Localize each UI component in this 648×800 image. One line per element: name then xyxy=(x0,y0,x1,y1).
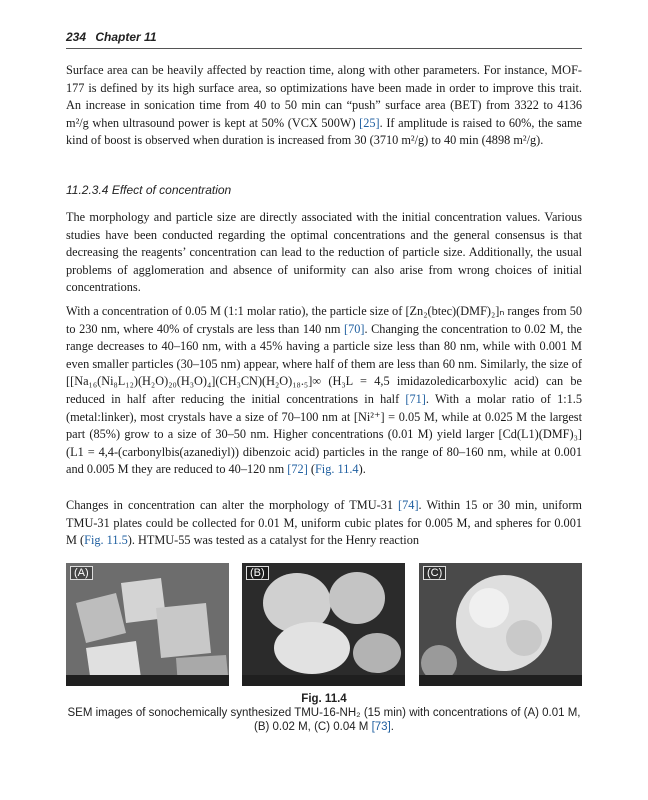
panel-label-a: (A) xyxy=(70,566,93,580)
citation-25[interactable]: [25] xyxy=(359,115,380,130)
caption-title: Fig. 11.4 xyxy=(301,693,347,705)
figure-caption xyxy=(66,692,582,734)
panel-label-c: (C) xyxy=(423,566,446,580)
citation-71[interactable]: [71] xyxy=(405,391,426,406)
citation-73[interactable]: [73] xyxy=(371,721,391,733)
running-header xyxy=(66,30,582,44)
sem-image-a xyxy=(66,563,229,686)
panel-label-b: (B) xyxy=(246,566,269,580)
page-number: 234 xyxy=(66,30,87,44)
paragraph-surface-area: Surface area can be heavily affected by reaction time, along with other parameters. For instance, MOF-177 is defined by its high surface area, so optimizations have been made in order to improve this trait. An increase in sonication time from 40 to 50 min can “push” surface area (BET) from 3322 to 4136 m²/g when ultrasound power is kept at 50% (VCX 500W) [25]. If amplitude is raised to 60%, the same kind of boost is observed when duration is increased from 30 (3710 m²/g) to 40 min (4898 m²/g). xyxy=(66,63,582,148)
paragraph-particle-size: With a concentration of 0.05 M (1:1 molar ratio), the particle size of [Zn₂(btec)(DMF)₂]ₙ ranges from 50 to 230 nm, where 40% of crystals are less than 140 nm [70]. Changing the concentration to 0.02 M, the range decreases to 40–160 nm, with a 45% having a particle size less than 80 nm, while with 0.001 M even smaller particles (30–105 nm) appear, where half of them are less than 60 nm. Similarly, the size of [[Na₁₆(Ni₈L₁₂)(H₂O)₂₀(H₃O)₄](CH₃CN)(H₂O)₁₈.₅]∞ (H₃L = 4,5 imidazoledicarboxylic acid) can be reduced in half after reducing the initial concentrations in half [71]. With a molar ratio of 1:1.5 (metal:linker), most crystals have a size of 70–100 nm at [Ni²⁺] = 0.05 M, while at 0.025 M the largest part (85%) grow to a size of 30–50 nm. Higher concentrations (0.01 M) yield larger [Cd(L1)(DMF)₃] (L1 = 4,4-(carbonylbis(azanediyl)) dibenzoic acid) particles in the range of 80–160 nm, while at 0.001 and 0.005 M they are reduced to 40–120 nm [72] (Fig. 11.4). xyxy=(66,304,583,477)
sem-panel-a xyxy=(66,563,229,686)
citation-70[interactable]: [70] xyxy=(344,321,365,336)
sem-panel-c xyxy=(419,563,582,686)
citation-74[interactable]: [74] xyxy=(398,498,419,512)
paragraph-morphology: Changes in concentration can alter the morphology of TMU-31 [74]. Within 15 or 30 min, uniform TMU-31 plates could be collected for 0.01 M, uniform cubic plates for 0.005 M, and spheres for 0.001 M (Fig. 11.5). HTMU-55 was tested as a catalyst for the Henry reaction xyxy=(66,498,582,548)
sem-panel-b xyxy=(242,563,405,686)
citation-72[interactable]: [72] xyxy=(287,462,308,477)
sem-image-c xyxy=(419,563,582,686)
section-heading: 11.2.3.4 Effect of concentration xyxy=(66,183,232,197)
sem-image-b xyxy=(242,563,405,686)
sem-figure xyxy=(66,563,582,686)
figure-link-11-4[interactable]: Fig. 11.4 xyxy=(314,462,359,477)
figure-link-11-5[interactable]: Fig. 11.5 xyxy=(84,533,128,548)
caption-text: SEM images of sonochemically synthesized TMU-16-NH₂ (15 min) with concentrations of (A) 0.01 M, (B) 0.02 M, (C) 0.04 M [73]. xyxy=(67,707,581,733)
paragraph-concentration-intro: The morphology and particle size are directly associated with the initial concentration values. Various studies have been conducted regarding the optimal concentrations and the general consensus is that decreasing the reagents’ concentration can lead to the reduction of particle size. Additionally, the usual problems of agglomeration and absence of uniformity can also arise from wrong choices of initial concentrations. xyxy=(66,210,582,295)
header-rule xyxy=(66,48,582,49)
chapter-title: Chapter 11 xyxy=(95,30,157,44)
